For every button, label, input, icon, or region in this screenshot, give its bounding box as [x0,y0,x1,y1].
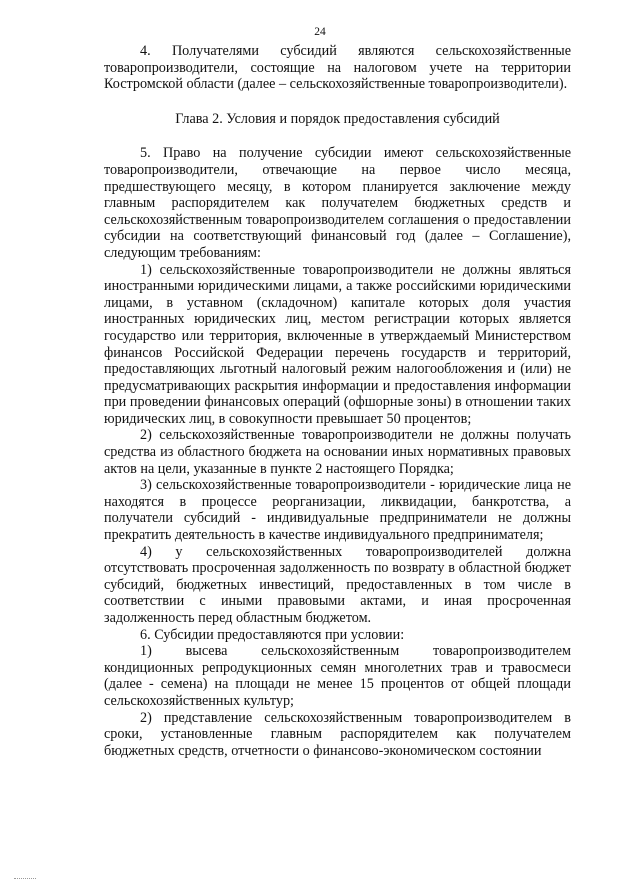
paragraph-5-item-3: 3) сельскохозяйственные товаропроизводители - юридические лица не находятся в процессе реорганизации, ликвидации, банкротства, а получатели субсидий - индивидуальные предприниматели не должны прекратить деятельность в качестве индивидуального предпринимателя; [104,477,571,544]
paragraph-4: 4. Получателями субсидий являются сельскохозяйственные товаропроизводители, состоящие на налоговом учете на территории Костромской области (далее – сельскохозяйственные товаропроизводители). [104,43,571,93]
scan-edge-mark [14,878,36,879]
paragraph-5-item-1: 1) сельскохозяйственные товаропроизводители не должны являться иностранными юридическими лицами, а также российскими юридическими лицами, в уставном (складочном) капитале которых доля участия иностранных юридических лиц, местом регистрации которых является государство или территория, включенные в утверждаемый Министерством финансов Российской Федерации перечень государств и территорий, предоставляющих льготный налоговый режим налогообложения и (или) не предусматривающих раскрытия информации и предоставления информации при проведении финансовых операций (офшорные зоны) в отношении таких юридических лиц, в совокупности превышает 50 процентов; [104,261,571,427]
paragraph-6: 6. Субсидии предоставляются при условии: [140,626,405,643]
paragraph-5-item-2: 2) сельскохозяйственные товаропроизводители не должны получать средства из областного бюджета на основании иных нормативных правовых актов на цели, указанные в пункте 2 настоящего Порядка; [104,427,571,477]
page-number: 24 [314,26,326,38]
document-body [104,43,571,759]
paragraph-5: 5. Право на получение субсидии имеют сельскохозяйственные товаропроизводители, отвечающие на первое число месяца, предшествующего месяцу, в котором планируется заключение между главным распорядителем как получателем бюджетных средств и сельскохозяйственным товаропроизводителем соглашения о предоставлении субсидии на соответствующий финансовый год (далее – Соглашение), следующим требованиям: [104,145,571,261]
paragraph-5-item-4: 4) у сельскохозяйственных товаропроизводителей должна отсутствовать просроченная задолженность по возврату в областной бюджет субсидий, бюджетных инвестиций, предоставленных в том числе в соответствии с иными правовыми актами, и иная просроченная задолженность перед областным бюджетом. [104,543,571,626]
spacer [104,127,571,145]
paragraph-6-item-1: 1) высева сельскохозяйственным товаропроизводителем кондиционных репродукционных семян многолетних трав и травосмеси (далее - семена) на площади не менее 15 процентов от общей площади сельскохозяйственных культур; [104,643,571,709]
spacer [104,93,571,111]
paragraph-6-item-2: 2) представление сельскохозяйственным товаропроизводителем в сроки, установленные главным распорядителем как получателем бюджетных средств, отчетности о финансово-экономическом состоянии [104,709,571,759]
chapter-heading: Глава 2. Условия и порядок предоставления субсидий [175,110,500,127]
